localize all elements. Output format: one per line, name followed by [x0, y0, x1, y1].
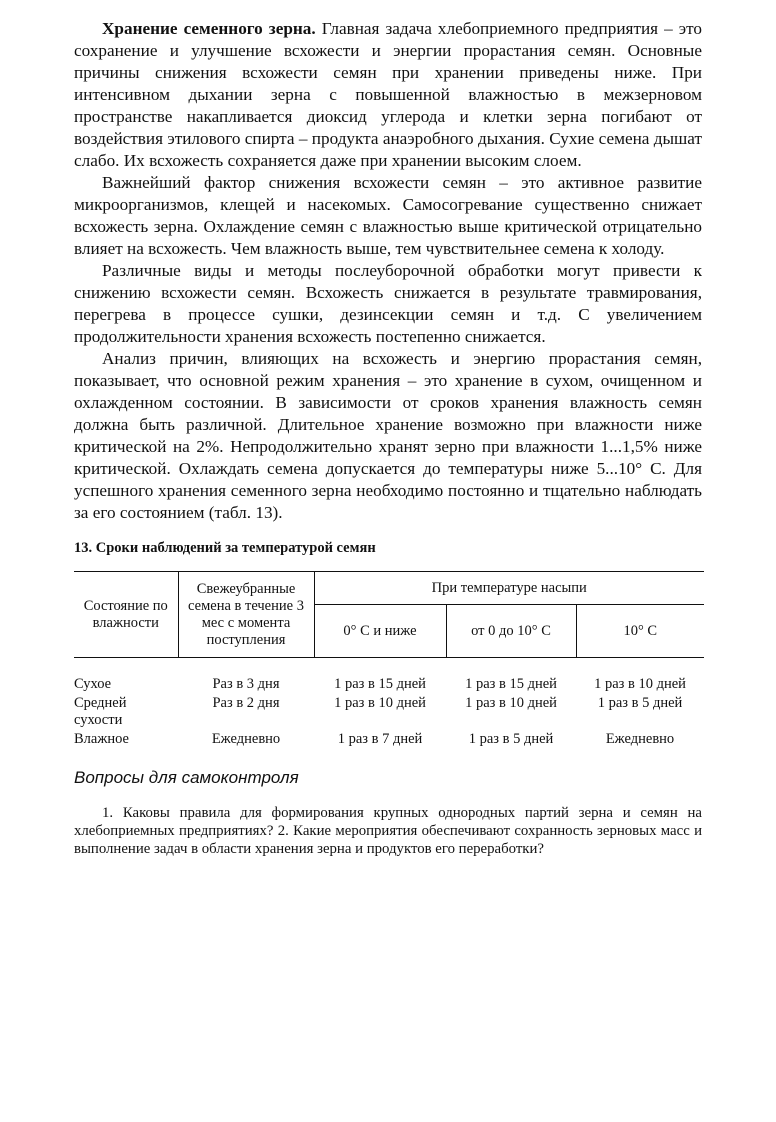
header-temp-below-zero: 0° С и ниже — [314, 605, 446, 658]
cell-t3: Ежедневно — [605, 731, 675, 747]
cell-t3: 1 раз в 10 дней — [594, 676, 686, 692]
paragraph-analysis: Анализ причин, влияющих на всхожесть и энергию прорастания семян, показывает, что основной режим хранения – это хранение в сухом, очищенном и охлажденном состоянии. В зависимости от сроков хранения влажность семян должна быть различной. Длительное хранение возможно при влажности ниже критической на 2%. Непродолжительно хранят зерно при влажности 1...1,5% ниже критической. Охлаждать семена допускается до температуры ниже 5...10° С. Для успешного хранения семенного зерна необходимо постоянно и тщательно наблюдать за его состоянием (табл. 13). — [74, 349, 702, 522]
cell-t2: 1 раз в 15 дней — [465, 676, 557, 692]
table-row — [74, 658, 704, 696]
paragraph-seed-storage — [74, 18, 702, 172]
questions-heading: Вопросы для самоконтроля — [74, 768, 299, 787]
cell-fresh: Раз в 3 дня — [212, 676, 280, 692]
cell-state: Влажное — [74, 731, 129, 747]
cell-t2: 1 раз в 10 дней — [465, 695, 557, 711]
observation-table — [74, 571, 704, 750]
cell-fresh: Раз в 2 дня — [212, 695, 280, 711]
header-state: Состояние по влажности — [74, 572, 178, 658]
paragraph-processing: Различные виды и методы послеуборочной обработки могут привести к снижению всхожести семян. Всхожесть снижается в результате травмирования, перегрева в процессе сушки, дезинсекции семян и т.д. С увеличением продолжительности хранения всхожесть постепенно снижается. — [74, 261, 702, 346]
document-page — [74, 18, 702, 873]
cell-t1: 1 раз в 15 дней — [334, 676, 426, 692]
table-row — [74, 731, 704, 750]
cell-t1: 1 раз в 10 дней — [334, 695, 426, 711]
table-caption: 13. Сроки наблюдений за температурой семян — [74, 540, 376, 556]
header-fresh: Свежеубранные семена в течение 3 мес с момента поступления — [178, 572, 314, 658]
header-temp-ten: 10° С — [576, 605, 704, 658]
header-temperature-group: При температуре насыпи — [314, 572, 704, 605]
cell-t3: 1 раз в 5 дней — [597, 695, 683, 711]
cell-state: Средней сухости — [74, 695, 127, 728]
table-row — [74, 695, 704, 731]
paragraph-lead-title: Хранение семенного зерна. — [102, 19, 316, 38]
questions-text: 1. Каковы правила для формирования крупных однородных партий зерна и семян на хлебоприемных предприятиях? 2. Какие мероприятия обеспечивают сохранность зерновых масс и выполнение задач в области хранения зерна и продуктов его переработки? — [74, 805, 702, 857]
cell-state: Сухое — [74, 676, 112, 692]
paragraph-text: Главная задача хлебоприемного предприятия – это сохранение и улучшение всхожести и энергии прорастания семян. Основные причины снижения всхожести семян при хранении приведены ниже. При интенсивном дыхании зерна с повышенной влажностью в межзерновом пространстве накапливается диоксид углерода и клетки зерна погибают от воздействия этилового спирта – продукта анаэробного дыхания. Сухие семена дышат слабо. Их всхожесть сохраняется даже при хранении высоким слоем. — [74, 19, 703, 170]
cell-t1: 1 раз в 7 дней — [337, 731, 423, 747]
cell-fresh: Ежедневно — [211, 731, 281, 747]
cell-t2: 1 раз в 5 дней — [468, 731, 554, 747]
header-temp-zero-to-ten: от 0 до 10° С — [446, 605, 576, 658]
paragraph-microorganisms: Важнейший фактор снижения всхожести семян – это активное развитие микроорганизмов, клещей и насекомых. Самосогревание существенно снижает всхожесть зерна. Охлаждение семян с влажностью выше критической отрицательно влияет на всхожесть. Чем влажность выше, тем чувствительнее семена к холоду. — [74, 173, 702, 258]
